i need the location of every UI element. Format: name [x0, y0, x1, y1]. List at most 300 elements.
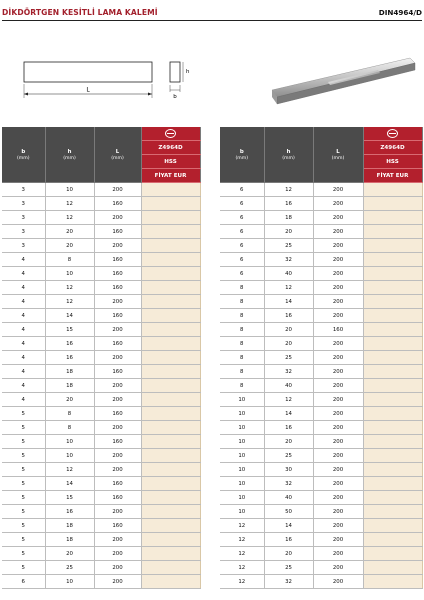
cell-b: 10 [220, 421, 264, 435]
cell-L: 200 [313, 295, 363, 309]
cell-b: 4 [2, 253, 45, 267]
cell-price [363, 393, 422, 407]
cell-price [363, 449, 422, 463]
column-header-h: h (mm) [264, 127, 313, 183]
cell-price [141, 183, 200, 197]
cell-price [141, 463, 200, 477]
brand-logo-cell [363, 127, 422, 141]
table-row [2, 407, 200, 421]
cell-h: 14 [264, 519, 313, 533]
column-header-b: b (mm) [2, 127, 45, 183]
cell-L: 200 [313, 561, 363, 575]
cell-b: 3 [2, 225, 45, 239]
cell-L: 200 [313, 393, 363, 407]
cell-price [363, 505, 422, 519]
table-row [220, 337, 422, 351]
cell-b: 3 [2, 239, 45, 253]
cell-b: 10 [220, 407, 264, 421]
cell-L: 200 [94, 463, 141, 477]
cell-h: 20 [45, 393, 94, 407]
table-row [220, 505, 422, 519]
cell-price [363, 519, 422, 533]
cell-L: 160 [94, 197, 141, 211]
table-row [2, 547, 200, 561]
cell-L: 200 [313, 407, 363, 421]
cell-h: 14 [264, 407, 313, 421]
cell-b: 5 [2, 491, 45, 505]
cell-b: 10 [220, 505, 264, 519]
cell-h: 32 [264, 575, 313, 589]
cell-L: 200 [313, 253, 363, 267]
cell-L: 200 [313, 239, 363, 253]
cell-h: 20 [264, 337, 313, 351]
cell-L: 200 [313, 421, 363, 435]
table-row [220, 183, 422, 197]
cell-b: 4 [2, 393, 45, 407]
cell-b: 8 [220, 309, 264, 323]
height-label: h [186, 69, 190, 75]
cell-price [141, 519, 200, 533]
cell-b: 4 [2, 379, 45, 393]
table-row [2, 575, 200, 589]
cell-L: 200 [313, 491, 363, 505]
cell-L: 160 [313, 323, 363, 337]
cell-price [141, 211, 200, 225]
cell-L: 200 [313, 281, 363, 295]
table-row [220, 547, 422, 561]
table-row [220, 519, 422, 533]
cell-L: 160 [94, 281, 141, 295]
cell-b: 5 [2, 533, 45, 547]
brand-logo-cell [141, 127, 200, 141]
cell-L: 200 [313, 183, 363, 197]
cell-L: 200 [313, 379, 363, 393]
table-row [2, 239, 200, 253]
cell-h: 16 [264, 533, 313, 547]
cell-price [363, 183, 422, 197]
cell-h: 32 [264, 253, 313, 267]
cell-price [363, 435, 422, 449]
cell-price [363, 407, 422, 421]
cell-L: 200 [94, 211, 141, 225]
cell-price [141, 281, 200, 295]
cell-h: 18 [45, 519, 94, 533]
cell-price [141, 421, 200, 435]
table-row [220, 267, 422, 281]
cell-b: 10 [220, 393, 264, 407]
table-row [2, 505, 200, 519]
cell-L: 160 [94, 477, 141, 491]
cell-price [363, 463, 422, 477]
cell-h: 50 [264, 505, 313, 519]
table-row [2, 281, 200, 295]
width-label: b [173, 94, 177, 100]
cell-price [363, 281, 422, 295]
cell-price [363, 253, 422, 267]
cell-h: 20 [45, 239, 94, 253]
cell-L: 200 [313, 337, 363, 351]
cell-L: 160 [94, 337, 141, 351]
cell-price [363, 561, 422, 575]
cell-price [141, 575, 200, 589]
cell-L: 200 [313, 505, 363, 519]
table-row [2, 463, 200, 477]
cell-price [363, 295, 422, 309]
table-row [220, 211, 422, 225]
table-row [220, 393, 422, 407]
cell-b: 5 [2, 561, 45, 575]
cell-h: 16 [264, 197, 313, 211]
cell-price [141, 309, 200, 323]
table-row [2, 533, 200, 547]
table-row [2, 211, 200, 225]
cell-b: 8 [220, 281, 264, 295]
cell-price [141, 505, 200, 519]
table-row [220, 491, 422, 505]
cell-b: 5 [2, 505, 45, 519]
cell-h: 32 [264, 365, 313, 379]
page-header [2, 8, 422, 20]
table-row [220, 365, 422, 379]
cell-price [363, 477, 422, 491]
cell-h: 16 [45, 351, 94, 365]
cell-b: 4 [2, 351, 45, 365]
price-header: FİYAT EUR [363, 169, 422, 183]
cell-b: 10 [220, 449, 264, 463]
table-row [2, 519, 200, 533]
table-row [2, 449, 200, 463]
cell-h: 40 [264, 379, 313, 393]
cell-b: 8 [220, 323, 264, 337]
table-row [2, 379, 200, 393]
cell-b: 8 [220, 337, 264, 351]
cell-b: 6 [220, 197, 264, 211]
cell-h: 16 [45, 337, 94, 351]
table-row [2, 197, 200, 211]
cell-L: 200 [313, 211, 363, 225]
size-table-right [220, 127, 423, 589]
cell-h: 8 [45, 407, 94, 421]
cell-price [141, 393, 200, 407]
bar-section-view [170, 62, 180, 82]
cell-h: 12 [45, 211, 94, 225]
cell-price [141, 379, 200, 393]
cell-L: 200 [313, 309, 363, 323]
table-row [220, 379, 422, 393]
cell-L: 160 [94, 365, 141, 379]
cell-price [363, 575, 422, 589]
cell-L: 200 [94, 421, 141, 435]
cell-b: 10 [220, 435, 264, 449]
cell-L: 160 [94, 309, 141, 323]
cell-h: 10 [45, 183, 94, 197]
material-header: HSS [141, 155, 200, 169]
cell-price [141, 197, 200, 211]
cell-price [141, 225, 200, 239]
table-row [2, 309, 200, 323]
cell-b: 6 [220, 183, 264, 197]
cell-price [141, 323, 200, 337]
table-row [220, 533, 422, 547]
cell-h: 20 [264, 435, 313, 449]
cell-h: 20 [264, 323, 313, 337]
table-row [220, 309, 422, 323]
cell-b: 5 [2, 463, 45, 477]
cell-b: 12 [220, 561, 264, 575]
cell-h: 20 [264, 547, 313, 561]
cell-h: 20 [45, 547, 94, 561]
cell-price [141, 351, 200, 365]
cell-L: 200 [94, 351, 141, 365]
cell-L: 200 [94, 575, 141, 589]
cell-b: 8 [220, 379, 264, 393]
cell-price [141, 561, 200, 575]
cell-h: 25 [264, 561, 313, 575]
cell-h: 12 [264, 393, 313, 407]
cell-L: 160 [94, 519, 141, 533]
cell-b: 5 [2, 421, 45, 435]
cell-L: 200 [94, 379, 141, 393]
column-header-L: L (mm) [313, 127, 363, 183]
material-header: HSS [363, 155, 422, 169]
table-row [220, 477, 422, 491]
cell-price [141, 533, 200, 547]
size-table-left [2, 127, 201, 589]
cell-price [141, 337, 200, 351]
cell-L: 200 [94, 323, 141, 337]
cell-h: 12 [45, 197, 94, 211]
cell-price [141, 295, 200, 309]
product-code-header: Z4964D [141, 141, 200, 155]
cell-L: 200 [313, 547, 363, 561]
cell-h: 16 [45, 505, 94, 519]
cell-b: 3 [2, 197, 45, 211]
cell-L: 200 [94, 239, 141, 253]
cell-h: 12 [264, 281, 313, 295]
cell-L: 200 [313, 365, 363, 379]
technical-drawing [18, 56, 198, 106]
cell-h: 12 [45, 463, 94, 477]
cell-price [363, 379, 422, 393]
cell-b: 8 [220, 365, 264, 379]
cell-price [141, 547, 200, 561]
cell-b: 5 [2, 547, 45, 561]
cell-b: 6 [220, 211, 264, 225]
cell-h: 16 [264, 421, 313, 435]
cell-L: 200 [313, 225, 363, 239]
cell-b: 4 [2, 295, 45, 309]
cell-b: 6 [220, 239, 264, 253]
table-row [220, 575, 422, 589]
table-row [220, 281, 422, 295]
cell-L: 160 [94, 225, 141, 239]
cell-price [141, 477, 200, 491]
cell-b: 3 [2, 183, 45, 197]
cell-price [363, 547, 422, 561]
table-row [2, 365, 200, 379]
cell-h: 30 [264, 463, 313, 477]
cell-price [363, 421, 422, 435]
table-row [2, 295, 200, 309]
cell-price [363, 211, 422, 225]
cell-h: 8 [45, 421, 94, 435]
cell-L: 160 [94, 491, 141, 505]
cell-h: 14 [45, 477, 94, 491]
table-row [2, 253, 200, 267]
cell-L: 200 [94, 505, 141, 519]
cell-h: 20 [45, 225, 94, 239]
table-row [2, 477, 200, 491]
cell-h: 12 [45, 295, 94, 309]
column-header-h: h (mm) [45, 127, 94, 183]
table-row [2, 393, 200, 407]
cell-h: 32 [264, 477, 313, 491]
cell-L: 200 [313, 267, 363, 281]
cell-b: 12 [220, 519, 264, 533]
page-title: DİKDÖRTGEN KESİTLİ LAMA KALEMİ [2, 8, 158, 17]
cell-h: 25 [264, 239, 313, 253]
cell-b: 3 [2, 211, 45, 225]
cell-price [363, 337, 422, 351]
table-row [2, 351, 200, 365]
cell-price [363, 365, 422, 379]
table-row [2, 337, 200, 351]
cell-b: 12 [220, 575, 264, 589]
cell-h: 25 [45, 561, 94, 575]
table-row [220, 561, 422, 575]
cell-L: 200 [94, 183, 141, 197]
cell-b: 12 [220, 547, 264, 561]
standard-code: DIN4964/D [378, 8, 422, 17]
cell-h: 14 [264, 295, 313, 309]
cell-b: 8 [220, 295, 264, 309]
cell-b: 4 [2, 267, 45, 281]
product-code-header: Z4964D [363, 141, 422, 155]
cell-b: 6 [2, 575, 45, 589]
cell-h: 20 [264, 225, 313, 239]
cell-h: 10 [45, 449, 94, 463]
length-label: L [86, 86, 90, 94]
cell-h: 16 [264, 309, 313, 323]
cell-h: 25 [264, 449, 313, 463]
cell-b: 10 [220, 477, 264, 491]
cell-b: 6 [220, 267, 264, 281]
table-row [220, 225, 422, 239]
table-row [220, 323, 422, 337]
cell-L: 200 [94, 393, 141, 407]
header-divider [2, 20, 422, 21]
cell-h: 10 [45, 267, 94, 281]
table-row [220, 197, 422, 211]
cell-b: 10 [220, 491, 264, 505]
cell-L: 200 [313, 533, 363, 547]
cell-L: 160 [94, 267, 141, 281]
cell-price [363, 491, 422, 505]
cell-L: 200 [313, 435, 363, 449]
cell-b: 5 [2, 519, 45, 533]
brand-logo-icon [165, 129, 176, 138]
table-row [2, 435, 200, 449]
table-row [2, 225, 200, 239]
cell-h: 15 [45, 491, 94, 505]
cell-L: 200 [313, 463, 363, 477]
table-row [220, 449, 422, 463]
table-row [220, 239, 422, 253]
cell-price [363, 225, 422, 239]
cell-b: 8 [220, 351, 264, 365]
table-row [2, 183, 200, 197]
cell-price [363, 351, 422, 365]
cell-L: 200 [94, 533, 141, 547]
cell-L: 160 [94, 253, 141, 267]
cell-L: 200 [94, 449, 141, 463]
cell-price [141, 491, 200, 505]
cell-price [363, 197, 422, 211]
cell-h: 40 [264, 267, 313, 281]
cell-L: 200 [94, 547, 141, 561]
table-row [220, 435, 422, 449]
cell-b: 10 [220, 463, 264, 477]
column-header-L: L (mm) [94, 127, 141, 183]
cell-price [141, 365, 200, 379]
table-row [220, 421, 422, 435]
table-row [2, 323, 200, 337]
table-row [2, 421, 200, 435]
cell-b: 4 [2, 323, 45, 337]
cell-price [141, 407, 200, 421]
cell-L: 200 [313, 477, 363, 491]
cell-b: 12 [220, 533, 264, 547]
bar-side-view [24, 62, 152, 82]
cell-h: 40 [264, 491, 313, 505]
cell-b: 4 [2, 281, 45, 295]
table-row [220, 295, 422, 309]
cell-h: 15 [45, 323, 94, 337]
cell-h: 10 [45, 575, 94, 589]
cell-L: 200 [94, 295, 141, 309]
cell-L: 200 [94, 561, 141, 575]
cell-L: 200 [313, 519, 363, 533]
cell-b: 6 [220, 225, 264, 239]
cell-b: 4 [2, 337, 45, 351]
table-row [220, 351, 422, 365]
cell-b: 4 [2, 309, 45, 323]
cell-price [141, 239, 200, 253]
cell-L: 200 [313, 575, 363, 589]
cell-L: 200 [313, 449, 363, 463]
table-row [220, 253, 422, 267]
cell-b: 5 [2, 435, 45, 449]
cell-h: 18 [45, 379, 94, 393]
cell-h: 18 [264, 211, 313, 225]
brand-logo-icon [387, 129, 398, 138]
cell-price [141, 449, 200, 463]
cell-price [363, 239, 422, 253]
table-row [220, 407, 422, 421]
cell-price [363, 323, 422, 337]
cell-h: 8 [45, 253, 94, 267]
table-row [2, 267, 200, 281]
cell-price [141, 267, 200, 281]
price-header: FİYAT EUR [141, 169, 200, 183]
cell-b: 5 [2, 477, 45, 491]
table-row [2, 561, 200, 575]
cell-b: 5 [2, 407, 45, 421]
cell-price [363, 533, 422, 547]
product-photo [268, 54, 418, 116]
table-row [220, 463, 422, 477]
cell-h: 18 [45, 365, 94, 379]
